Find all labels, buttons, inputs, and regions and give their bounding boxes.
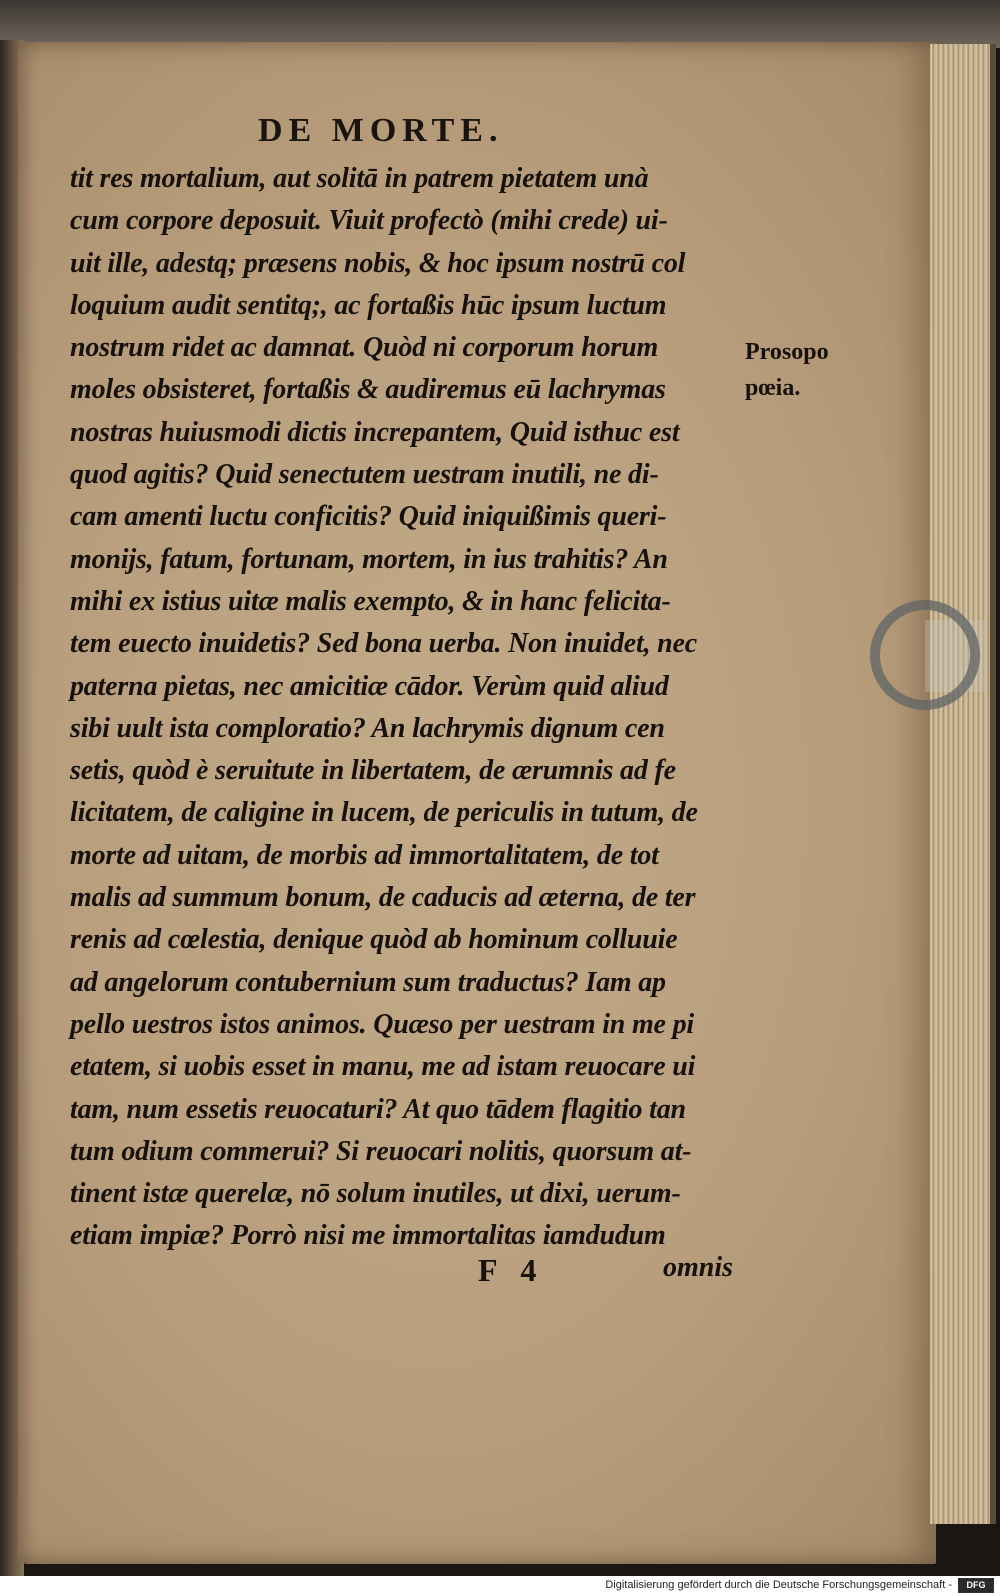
text-line: tinent istæ querelæ, nō solum inutiles, ut dixi, uerum- <box>70 1178 681 1210</box>
margin-note-line: pœia. <box>745 375 801 401</box>
text-line: setis, quòd è seruitute in libertatem, de ærumnis ad fe <box>70 755 676 787</box>
text-line: cam amenti luctu conficitis? Quid iniquißimis queri- <box>70 501 667 533</box>
text-line: nostras huiusmodi dictis increpantem, Quid isthuc est <box>70 416 680 448</box>
text-line: etatem, si uobis esset in manu, me ad istam reuocare ui <box>70 1051 696 1083</box>
text-line: ad angelorum contubernium sum traductus? Iam ap <box>70 966 666 998</box>
text-line: monijs, fatum, fortunam, mortem, in ius trahitis? An <box>70 543 668 575</box>
text-line: tum odium commerui? Si reuocari nolitis, quorsum at- <box>70 1135 692 1167</box>
text-line: sibi uult ista comploratio? An lachrymis dignum cen <box>70 712 665 744</box>
text-line: cum corpore deposuit. Viuit profectò (mihi crede) ui- <box>70 205 668 237</box>
text-line: morte ad uitam, de morbis ad immortalitatem, de tot <box>70 839 659 871</box>
text-line: renis ad cœlestia, denique quòd ab hominum colluuie <box>70 924 678 956</box>
text-line: uit ille, adestq; præsens nobis, & hoc ipsum nostrū col <box>70 247 686 279</box>
catchword: omnis <box>663 1252 734 1283</box>
text-line: paterna pietas, nec amicitiæ cādor. Verùm quid aliud <box>70 670 669 702</box>
margin-note <box>745 334 855 406</box>
text-block <box>70 158 736 1258</box>
text-line: etiam impiæ? Porrò nisi me immortalitas iamdudum <box>70 1220 666 1252</box>
running-head: DE MORTE. <box>258 112 504 149</box>
text-line: pello uestros istos animos. Quæso per uestram in me pi <box>70 1008 694 1040</box>
page-clip <box>870 600 980 710</box>
text-line: licitatem, de caligine in lucem, de periculis in tutum, de <box>70 797 698 829</box>
text-line: loquium audit sentitq;, ac fortaßis hūc ipsum luctum <box>70 289 667 321</box>
text-line: malis ad summum bonum, de caducis ad æterna, de ter <box>70 882 696 914</box>
text-line: mihi ex istius uitæ malis exempto, & in hanc felicita- <box>70 585 671 617</box>
text-line: moles obsisteret, fortaßis & audiremus eū lachrymas <box>70 374 666 406</box>
footer-credit: Digitalisierung gefördert durch die Deutsche Forschungsgemeinschaft - <box>605 1579 952 1591</box>
signature-mark: F 4 <box>478 1252 545 1288</box>
book-fore-edge <box>930 44 996 1524</box>
book-top-edge <box>0 0 1000 48</box>
dfg-logo-icon: DFG <box>958 1578 994 1593</box>
text-line: tem euecto inuidetis? Sed bona uerba. Non inuidet, nec <box>70 628 698 660</box>
margin-note-line: Prosopo <box>745 339 829 365</box>
text-line: nostrum ridet ac damnat. Quòd ni corporum horum <box>70 332 659 364</box>
text-line: quod agitis? Quid senectutem uestram inutili, ne di- <box>70 459 659 491</box>
text-line: tam, num essetis reuocaturi? At quo tādem flagitio tan <box>70 1093 686 1125</box>
text-line: tit res mortalium, aut solitā in patrem pietatem unà <box>70 163 649 194</box>
